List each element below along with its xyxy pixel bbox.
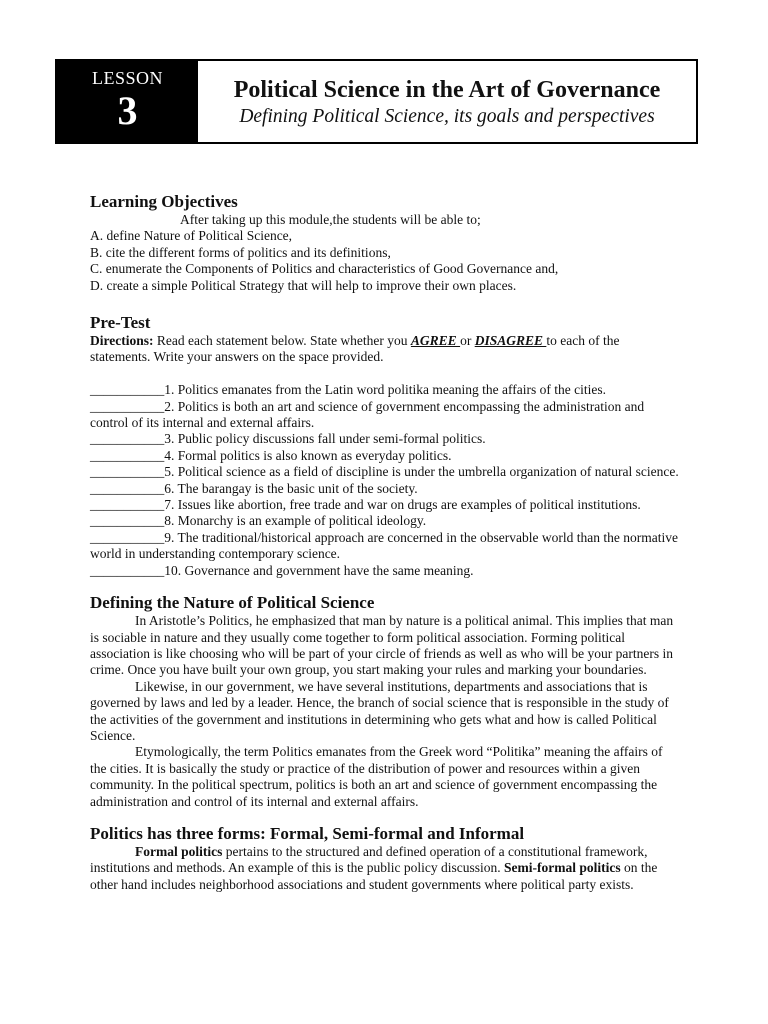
pretest-heading: Pre-Test: [90, 313, 151, 333]
lesson-header: [55, 59, 698, 144]
pretest-item: ___________3. Public policy discussions fall under semi-formal politics.: [90, 431, 486, 447]
objectives-heading: Learning Objectives: [90, 192, 238, 211]
pretest-item: ___________10. Governance and government have the same meaning.: [90, 562, 474, 578]
pretest-item: ___________2. Politics is both an art and science of government encompassing the administration and control of its internal and external affairs.: [90, 398, 645, 431]
lesson-title-box: [198, 61, 696, 142]
pretest-item: ___________5. Political science as a field of discipline is under the umbrella organization of natural science.: [90, 464, 679, 480]
lesson-number: 3: [117, 88, 138, 133]
formal-label: Formal politics: [135, 843, 223, 859]
nature-heading: Defining the Nature of Political Science: [90, 593, 375, 613]
objective-item: A. define Nature of Political Science,: [90, 228, 293, 244]
pretest-item: ___________1. Politics emanates from the Latin word politika meaning the affairs of the cities.: [90, 382, 607, 398]
forms-paragraph: [90, 844, 680, 893]
directions-label: Directions:: [90, 333, 154, 349]
directions-text: Read each statement below. State whether you: [153, 333, 411, 349]
directions-text: to each of the statements. Write your answers on the space provided.: [90, 333, 620, 365]
objective-item: D. create a simple Political Strategy that will help to improve their own places.: [90, 277, 517, 293]
disagree-word: DISAGREE: [474, 333, 547, 349]
forms-heading: Politics has three forms: Formal, Semi-formal and Informal: [90, 823, 525, 843]
objective-item: B. cite the different forms of politics and its definitions,: [90, 244, 391, 260]
document-body: [90, 192, 680, 893]
pretest-item: ___________4. Formal politics is also known as everyday politics.: [90, 447, 452, 463]
lesson-label: LESSON: [91, 68, 163, 88]
pretest-directions: [90, 333, 680, 366]
pretest-item: ___________7. Issues like abortion, free trade and war on drugs are examples of political institutions.: [90, 497, 641, 513]
pretest-item: ___________8. Monarchy is an example of political ideology.: [90, 513, 427, 529]
lesson-subtitle: Defining Political Science, its goals and perspectives: [239, 106, 655, 127]
nature-paragraph: Likewise, in our government, we have several institutions, departments and associations that is governed by laws and led by a leader. Hence, the branch of social science that is responsible in the study of the activities of the government and institutions in determining who gets what and how is called Political Science.: [90, 678, 669, 743]
semiformal-label: Semi-formal politics: [503, 860, 621, 876]
nature-paragraph: Etymologically, the term Politics emanates from the Greek word “Politika” meaning the affairs of the cities. It is basically the study or practice of the distribution of power and resources within a given community. In the political spectrum, politics is both an art and science of government encompassing the administration and control of its internal and external affairs.: [90, 744, 663, 809]
lesson-badge: [57, 61, 198, 142]
objectives-intro: After taking up this module,the students will be able to;: [180, 212, 481, 227]
or-word: or: [460, 333, 475, 349]
nature-paragraph: In Aristotle’s Politics, he emphasized that man by nature is a political animal. This implies that man is sociable in nature and they usually come together to form political association. Forming political association is like choosing who will be part of your circle of friends as well as who will be your partners in crime. Once you have built your own group, you start making your rules and marking your boundaries.: [90, 613, 674, 678]
formal-text: pertains to the structured and defined operation of a constitutional framework, institutions and methods. An example of this is the public policy discussion.: [90, 843, 648, 876]
lesson-title: Political Science in the Art of Governance: [233, 77, 661, 103]
pretest-item: ___________9. The traditional/historical approach are concerned in the observable world than the normative world in understanding contemporary science.: [90, 529, 678, 562]
agree-word: AGREE: [410, 333, 461, 349]
objective-item: C. enumerate the Components of Politics and characteristics of Good Governance and,: [90, 261, 559, 277]
semiformal-text: on the other hand includes neighborhood associations and student governments where political party exists.: [90, 860, 658, 892]
pretest-item: ___________6. The barangay is the basic unit of the society.: [90, 480, 418, 496]
